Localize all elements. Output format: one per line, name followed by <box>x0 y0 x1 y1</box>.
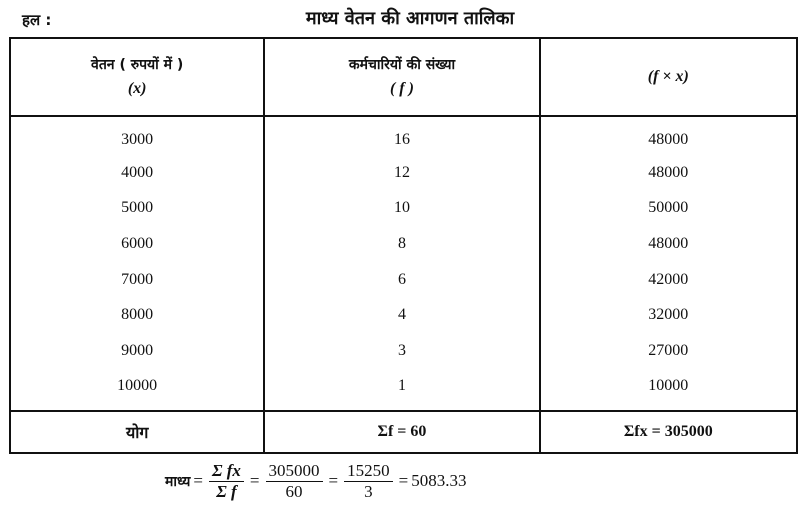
cell-employees: 1 <box>264 369 539 412</box>
equals-sign: = <box>249 471 260 490</box>
fraction-values <box>266 461 323 502</box>
header-product-symbol: (f × x) <box>647 68 689 85</box>
cell-employees: 12 <box>264 155 539 191</box>
mean-label: माध्य <box>165 473 191 490</box>
header-row <box>10 38 797 116</box>
equals-sign: = <box>398 471 409 490</box>
cell-product: 48000 <box>540 155 797 191</box>
solution-label: हल : <box>22 11 52 29</box>
equals-sign: = <box>328 471 339 490</box>
table-title: माध्य वेतन की आगणन तालिका <box>305 8 515 29</box>
totals-row <box>10 411 797 453</box>
header-salary-label: वेतन ( रुपयों में ) <box>91 57 184 73</box>
cell-salary: 6000 <box>10 226 264 262</box>
cell-product: 10000 <box>540 369 797 412</box>
fraction-denominator: 3 <box>364 481 373 501</box>
table-row <box>10 116 797 155</box>
cell-employees: 3 <box>264 333 539 369</box>
table-row <box>10 333 797 369</box>
cell-product: 27000 <box>540 333 797 369</box>
equals-sign: = <box>193 471 203 490</box>
header-employees <box>264 38 539 116</box>
cell-product: 32000 <box>540 297 797 333</box>
cell-salary: 8000 <box>10 297 264 333</box>
table-row <box>10 297 797 333</box>
table-row <box>10 369 797 412</box>
totals-sum-fx: Σfx = 305000 <box>540 411 797 453</box>
table-row <box>10 191 797 227</box>
cell-salary: 4000 <box>10 155 264 191</box>
header-employees-label: कर्मचारियों की संख्या <box>348 57 456 73</box>
fraction-numerator: Σ fx <box>209 461 244 482</box>
cell-salary: 3000 <box>10 116 264 155</box>
mean-result: 5083.33 <box>411 471 467 490</box>
cell-product: 50000 <box>540 191 797 227</box>
table-row <box>10 262 797 298</box>
header-employees-symbol: ( f ) <box>389 80 414 97</box>
fraction-denominator: 60 <box>285 481 303 501</box>
cell-employees: 10 <box>264 191 539 227</box>
header-product <box>540 38 797 116</box>
fraction-formula <box>209 461 244 502</box>
header-salary <box>10 38 264 116</box>
cell-product: 48000 <box>540 116 797 155</box>
mean-salary-table <box>9 37 798 454</box>
totals-label: योग <box>10 411 264 453</box>
header-salary-symbol: (x) <box>127 80 147 97</box>
cell-employees: 6 <box>264 262 539 298</box>
fraction-simplified <box>344 461 393 502</box>
cell-product: 42000 <box>540 262 797 298</box>
cell-salary: 9000 <box>10 333 264 369</box>
cell-employees: 16 <box>264 116 539 155</box>
table-row <box>10 155 797 191</box>
fraction-numerator: 15250 <box>344 461 393 482</box>
cell-employees: 4 <box>264 297 539 333</box>
mean-formula <box>165 458 466 504</box>
cell-product: 48000 <box>540 226 797 262</box>
cell-salary: 7000 <box>10 262 264 298</box>
cell-salary: 5000 <box>10 191 264 227</box>
table-row <box>10 226 797 262</box>
cell-salary: 10000 <box>10 369 264 412</box>
fraction-denominator: Σ f <box>216 481 237 501</box>
cell-employees: 8 <box>264 226 539 262</box>
totals-sum-f: Σf = 60 <box>264 411 539 453</box>
fraction-numerator: 305000 <box>266 461 323 482</box>
